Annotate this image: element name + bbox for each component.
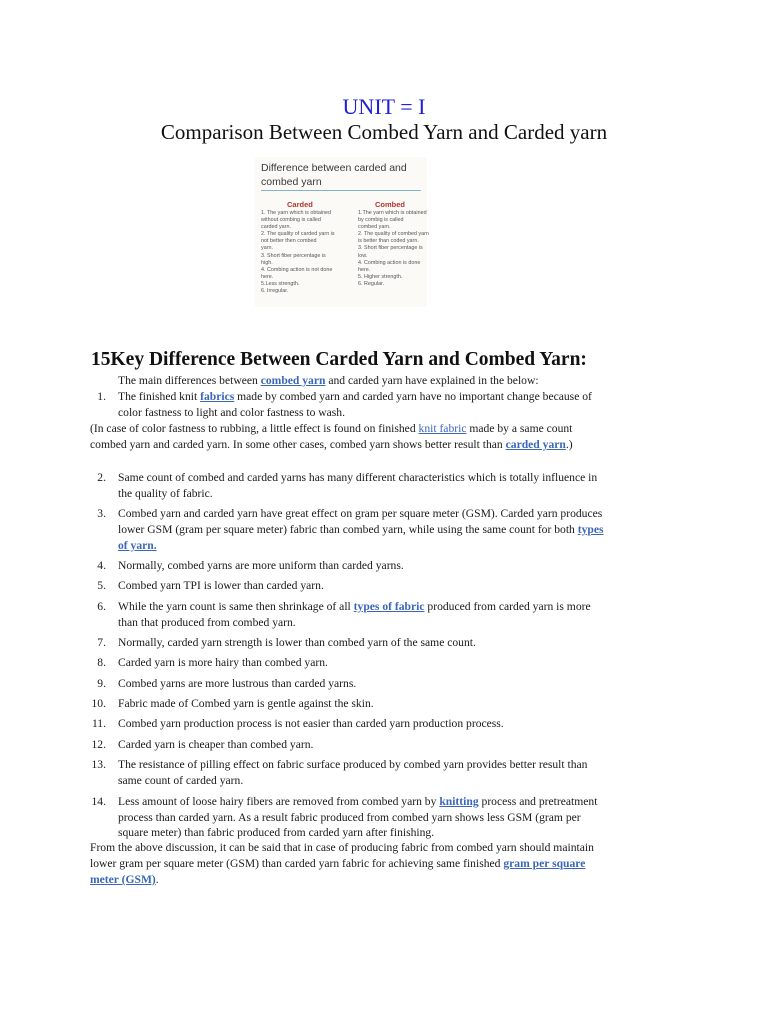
intro-paragraph: [118, 373, 539, 389]
figure-combed-header: Combed: [375, 200, 405, 209]
types-of-yarn-link-b[interactable]: of yarn.: [118, 539, 157, 552]
figure-carded-point: carded yarn.: [261, 224, 291, 231]
figure-combed-point: 4. Combing action is done: [358, 259, 421, 266]
item-14-line-3: square meter) than fabric produced from carded yarn after finishing.: [118, 826, 435, 839]
figure-carded-point: 5.Less strength.: [261, 280, 300, 287]
item-4-number: 4.: [97, 559, 106, 572]
figure-combed-point: 1.The yarn which is obtained: [358, 210, 427, 216]
item-9-text: Combed yarns are more lustrous than carded yarns.: [118, 677, 357, 690]
note-text-2: combed yarn and carded yarn. In some other cases, combed yarn shows better result than: [90, 438, 506, 451]
conclusion-end: .: [155, 873, 159, 886]
conclusion-line-3: [90, 872, 159, 888]
item-14-line-1: [118, 794, 597, 810]
item-1-number: 1.: [97, 390, 106, 403]
item-1-line-2: color fastness to light and color fastness to wash.: [118, 406, 346, 419]
item-12-text: Carded yarn is cheaper than combed yarn.: [118, 738, 314, 751]
types-of-yarn-link-a[interactable]: types: [577, 523, 604, 536]
figure-carded-point: 3. Short fiber percentage is: [261, 252, 326, 259]
knit-fabric-link[interactable]: knit fabric: [418, 422, 467, 435]
item-2-line-2: the quality of fabric.: [118, 487, 213, 500]
item-1-text-end: made by combed yarn and carded yarn have no important change because of: [234, 390, 592, 403]
item-3-line-3: [118, 538, 157, 554]
item-1-line-1: [118, 389, 592, 405]
figure-combed-point: by combig is called: [358, 217, 404, 224]
figure-carded-point: not better then combed: [261, 238, 317, 245]
figure-combed-list: [358, 210, 438, 288]
item-1-text: The finished knit: [118, 390, 201, 403]
figure-combed-point: 2. The quality of combed yarn: [358, 231, 429, 238]
figure-carded-point: 4. Combing action is not done: [261, 266, 333, 273]
note-line-1: [90, 421, 572, 437]
figure-combed-point: low.: [358, 252, 368, 259]
figure-combed-point: combed yarn.: [358, 224, 391, 231]
item-14-line-2: process than carded yarn. As a result fabric produced from combed yarn shows less GSM (gram per: [118, 811, 581, 824]
item-6-line-2: than that produced from combed yarn.: [118, 616, 296, 629]
intro-text: The main differences between: [118, 374, 261, 387]
item-6-line-1: [118, 599, 591, 615]
section-heading: 15Key Difference Between Carded Yarn and Combed Yarn:: [91, 349, 587, 370]
item-5-number: 5.: [97, 579, 106, 592]
item-10-number: 10.: [91, 697, 106, 710]
item-3-line-2: [118, 522, 604, 538]
figure-combed-point: is better than coded yarn.: [358, 238, 419, 245]
item-6-number: 6.: [97, 600, 106, 613]
item-13-number: 13.: [91, 758, 106, 771]
figure-carded-point: 6. Irregular.: [261, 288, 289, 295]
item-10-text: Fabric made of Combed yarn is gentle against the skin.: [118, 697, 374, 710]
item-7-number: 7.: [97, 636, 106, 649]
item-3-line-1: Combed yarn and carded yarn have great effect on gram per square meter (GSM). Carded yarn produces: [118, 507, 603, 520]
item-11-number: 11.: [91, 717, 106, 730]
figure-title: Difference between carded and combed yarn: [261, 162, 407, 188]
note-text: (In case of color fastness to rubbing, a little effect is found on finished: [90, 422, 419, 435]
conclusion-line-2: [90, 856, 585, 872]
page-title: Comparison Between Combed Yarn and Carded yarn: [160, 120, 608, 144]
item-4-text: Normally, combed yarns are more uniform than carded yarns.: [118, 559, 404, 572]
figure-carded-point: without combing is called: [261, 217, 321, 224]
item-5-text: Combed yarn TPI is lower than carded yarn.: [118, 579, 324, 592]
types-of-fabric-link[interactable]: types of fabric: [353, 600, 425, 613]
figure-combed-point: 6. Regular.: [358, 280, 385, 287]
item-13-line-2: same count of carded yarn.: [118, 774, 244, 787]
figure-combed-point: here.: [358, 266, 371, 273]
item-14-text: Less amount of loose hairy fibers are removed from combed yarn by: [118, 795, 440, 808]
figure-combed-point: 3. Short fiber percentage is: [358, 245, 423, 252]
item-7-text: Normally, carded yarn strength is lower than combed yarn of the same count.: [118, 636, 476, 649]
fabrics-link[interactable]: fabrics: [200, 390, 235, 403]
item-6-text-end: produced from carded yarn is more: [424, 600, 591, 613]
figure-carded-point: 2. The quality of carded yarn is: [261, 231, 335, 238]
figure-carded-point: here.: [261, 273, 274, 280]
gsm-link-b[interactable]: meter (GSM): [90, 873, 156, 886]
note-line-2: [90, 437, 573, 453]
conclusion-line-1: From the above discussion, it can be said that in case of producing fabric from combed yarn should maintain: [90, 841, 594, 854]
item-8-text: Carded yarn is more hairy than combed yarn.: [118, 656, 328, 669]
item-14-number: 14.: [91, 795, 106, 808]
figure-carded-header: Carded: [287, 200, 313, 209]
item-3-number: 3.: [97, 507, 106, 520]
combed-yarn-link[interactable]: combed yarn: [260, 374, 326, 387]
item-6-text: While the yarn count is same then shrinkage of all: [118, 600, 354, 613]
item-2-line-1: Same count of combed and carded yarns has many different characteristics which is totally influence in: [118, 471, 598, 484]
figure-carded-point: high.: [261, 259, 273, 266]
item-11-text: Combed yarn production process is not easier than carded yarn production process.: [118, 717, 504, 730]
item-14-text-end: process and pretreatment: [478, 795, 598, 808]
figure-carded-point: yarn.: [261, 245, 273, 252]
knitting-link[interactable]: knitting: [439, 795, 479, 808]
note-text-end: .): [565, 438, 573, 451]
carded-yarn-link[interactable]: carded yarn: [505, 438, 566, 451]
item-13-line-1: The resistance of pilling effect on fabric surface produced by combed yarn provides better result than: [118, 758, 588, 771]
item-8-number: 8.: [97, 656, 106, 669]
gsm-link-a[interactable]: gram per square: [503, 857, 586, 870]
figure-carded-list: [261, 210, 341, 295]
unit-label: UNIT = I: [342, 94, 426, 119]
intro-text-end: and carded yarn have explained in the below:: [325, 374, 539, 387]
figure-combed-point: 5. Higher strength.: [358, 273, 403, 280]
conclusion-text: lower gram per square meter (GSM) than carded yarn fabric for achieving same finished: [90, 857, 504, 870]
figure-carded-point: 1. The yarn which is obtained: [261, 210, 332, 216]
note-text-mid: made by a same count: [466, 422, 573, 435]
item-3-text: lower GSM (gram per square meter) fabric than combed yarn, while using the same count for both: [118, 523, 578, 536]
item-12-number: 12.: [91, 738, 106, 751]
comparison-figure: [255, 157, 427, 307]
item-2-number: 2.: [97, 471, 106, 484]
item-9-number: 9.: [97, 677, 106, 690]
figure-divider: [261, 190, 421, 191]
